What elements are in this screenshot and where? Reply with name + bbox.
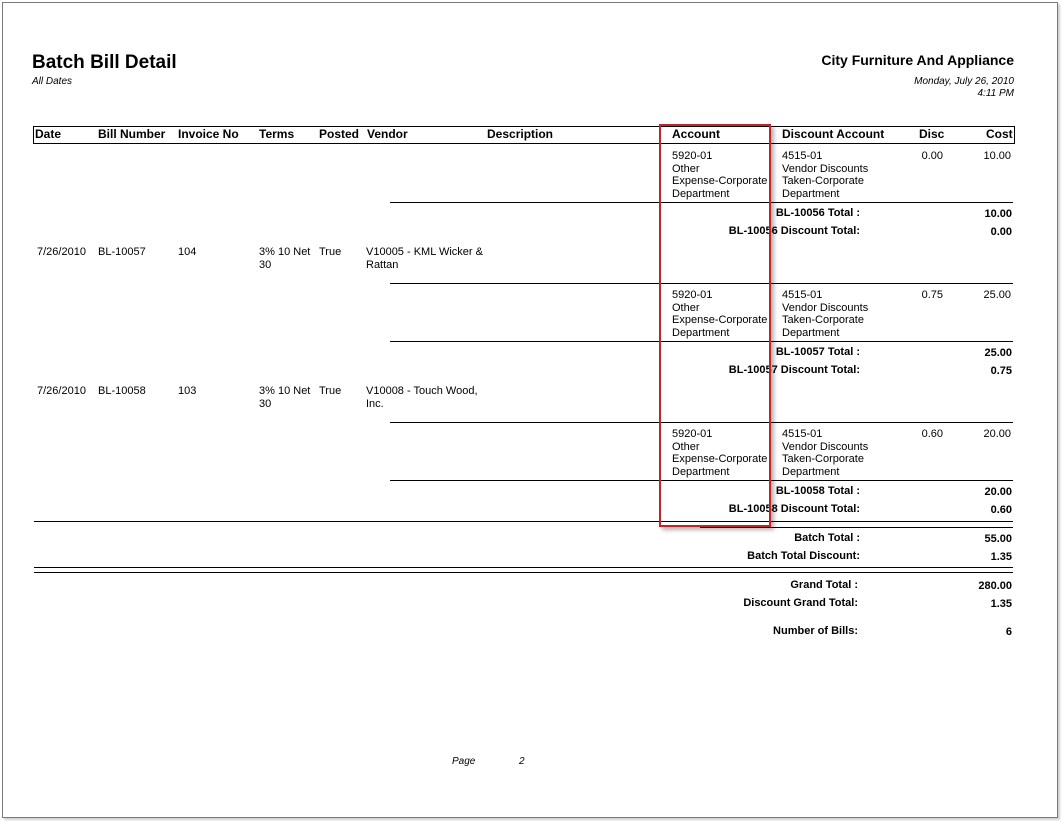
batch-total-rule <box>700 527 1013 528</box>
bill-discount-total-label: BL-10056 Discount Total: <box>728 225 860 237</box>
line-discount-account: 4515-01 Vendor Discounts Taken-Corporate Department <box>782 428 869 478</box>
bill-total-label: BL-10056 Total : <box>775 207 860 219</box>
grand-divider-top <box>34 567 1013 568</box>
bill-posted: True <box>319 246 342 258</box>
bill-total-value: 25.00 <box>984 347 1012 359</box>
bill-date: 7/26/2010 <box>37 246 86 258</box>
line-discount-account: 4515-01 Vendor Discounts Taken-Corporate Department <box>782 289 869 339</box>
bill-discount-total-label: BL-10058 Discount Total: <box>728 503 860 515</box>
grand-total-value: 280.00 <box>978 580 1012 592</box>
batch-total-value: 55.00 <box>984 533 1012 545</box>
batch-discount-value: 1.35 <box>990 551 1012 563</box>
col-cost: Cost <box>986 127 1013 141</box>
col-description: Description <box>487 127 554 141</box>
bill-number[interactable]: BL-10058 <box>98 385 146 397</box>
line-disc: 0.00 <box>921 150 943 162</box>
bill-discount-total-label: BL-10057 Discount Total: <box>728 364 860 376</box>
grand-divider-bottom <box>34 572 1013 573</box>
bill-total-value: 20.00 <box>984 486 1012 498</box>
line-discount-account: 4515-01 Vendor Discounts Taken-Corporate Department <box>782 150 869 200</box>
col-date: Date <box>35 127 62 141</box>
invoice-number: 104 <box>178 246 197 258</box>
number-of-bills-label: Number of Bills: <box>773 625 858 637</box>
number-of-bills-value: 6 <box>1005 626 1012 638</box>
line-account: 5920-01 Other Expense-Corporate Department <box>672 289 768 339</box>
col-discount-account: Discount Account <box>782 127 885 141</box>
report-time: 4:11 PM <box>977 88 1014 99</box>
discount-grand-total-value: 1.35 <box>990 598 1012 610</box>
account-column-highlight <box>659 124 771 527</box>
report-title: Batch Bill Detail <box>32 52 177 73</box>
line-disc: 0.60 <box>921 428 943 440</box>
bill-terms: 3% 10 Net 30 <box>259 385 311 410</box>
page-number: 2 <box>519 756 525 767</box>
date-range: All Dates <box>32 76 73 87</box>
grand-total-label: Grand Total : <box>790 579 858 591</box>
bill-date: 7/26/2010 <box>37 385 86 397</box>
discount-grand-total-label: Discount Grand Total: <box>743 597 858 609</box>
bill-total-value: 10.00 <box>984 208 1012 220</box>
batch-divider <box>34 521 1013 522</box>
batch-discount-label: Batch Total Discount: <box>747 550 860 562</box>
line-disc: 0.75 <box>921 289 943 301</box>
col-invoice-no: Invoice No <box>178 127 239 141</box>
line-account: 5920-01 Other Expense-Corporate Department <box>672 150 768 200</box>
bill-vendor: V10008 - Touch Wood, Inc. <box>366 385 478 410</box>
col-posted: Posted <box>319 127 360 141</box>
report-page <box>2 2 1058 818</box>
bill-discount-total-value: 0.00 <box>990 226 1012 238</box>
bill-number[interactable]: BL-10057 <box>98 246 146 258</box>
company-name: City Furniture And Appliance <box>821 52 1014 68</box>
bill-discount-total-value: 0.60 <box>990 504 1012 516</box>
col-disc: Disc <box>919 127 945 141</box>
col-account: Account <box>672 127 720 141</box>
line-cost: 20.00 <box>983 428 1011 440</box>
bill-vendor: V10005 - KML Wicker & Rattan <box>366 246 483 271</box>
col-bill-number: Bill Number <box>98 127 166 141</box>
bill-posted: True <box>319 385 342 397</box>
report-date: Monday, July 26, 2010 <box>914 76 1014 87</box>
page-label: Page <box>452 756 476 767</box>
col-vendor: Vendor <box>367 127 408 141</box>
bill-terms: 3% 10 Net 30 <box>259 246 311 271</box>
bill-total-label: BL-10057 Total : <box>775 346 860 358</box>
batch-total-label: Batch Total : <box>794 532 860 544</box>
line-account: 5920-01 Other Expense-Corporate Department <box>672 428 768 478</box>
line-cost: 25.00 <box>983 289 1011 301</box>
bill-total-label: BL-10058 Total : <box>775 485 860 497</box>
bill-discount-total-value: 0.75 <box>990 365 1012 377</box>
col-terms: Terms <box>259 127 295 141</box>
invoice-number: 103 <box>178 385 197 397</box>
line-cost: 10.00 <box>983 150 1011 162</box>
